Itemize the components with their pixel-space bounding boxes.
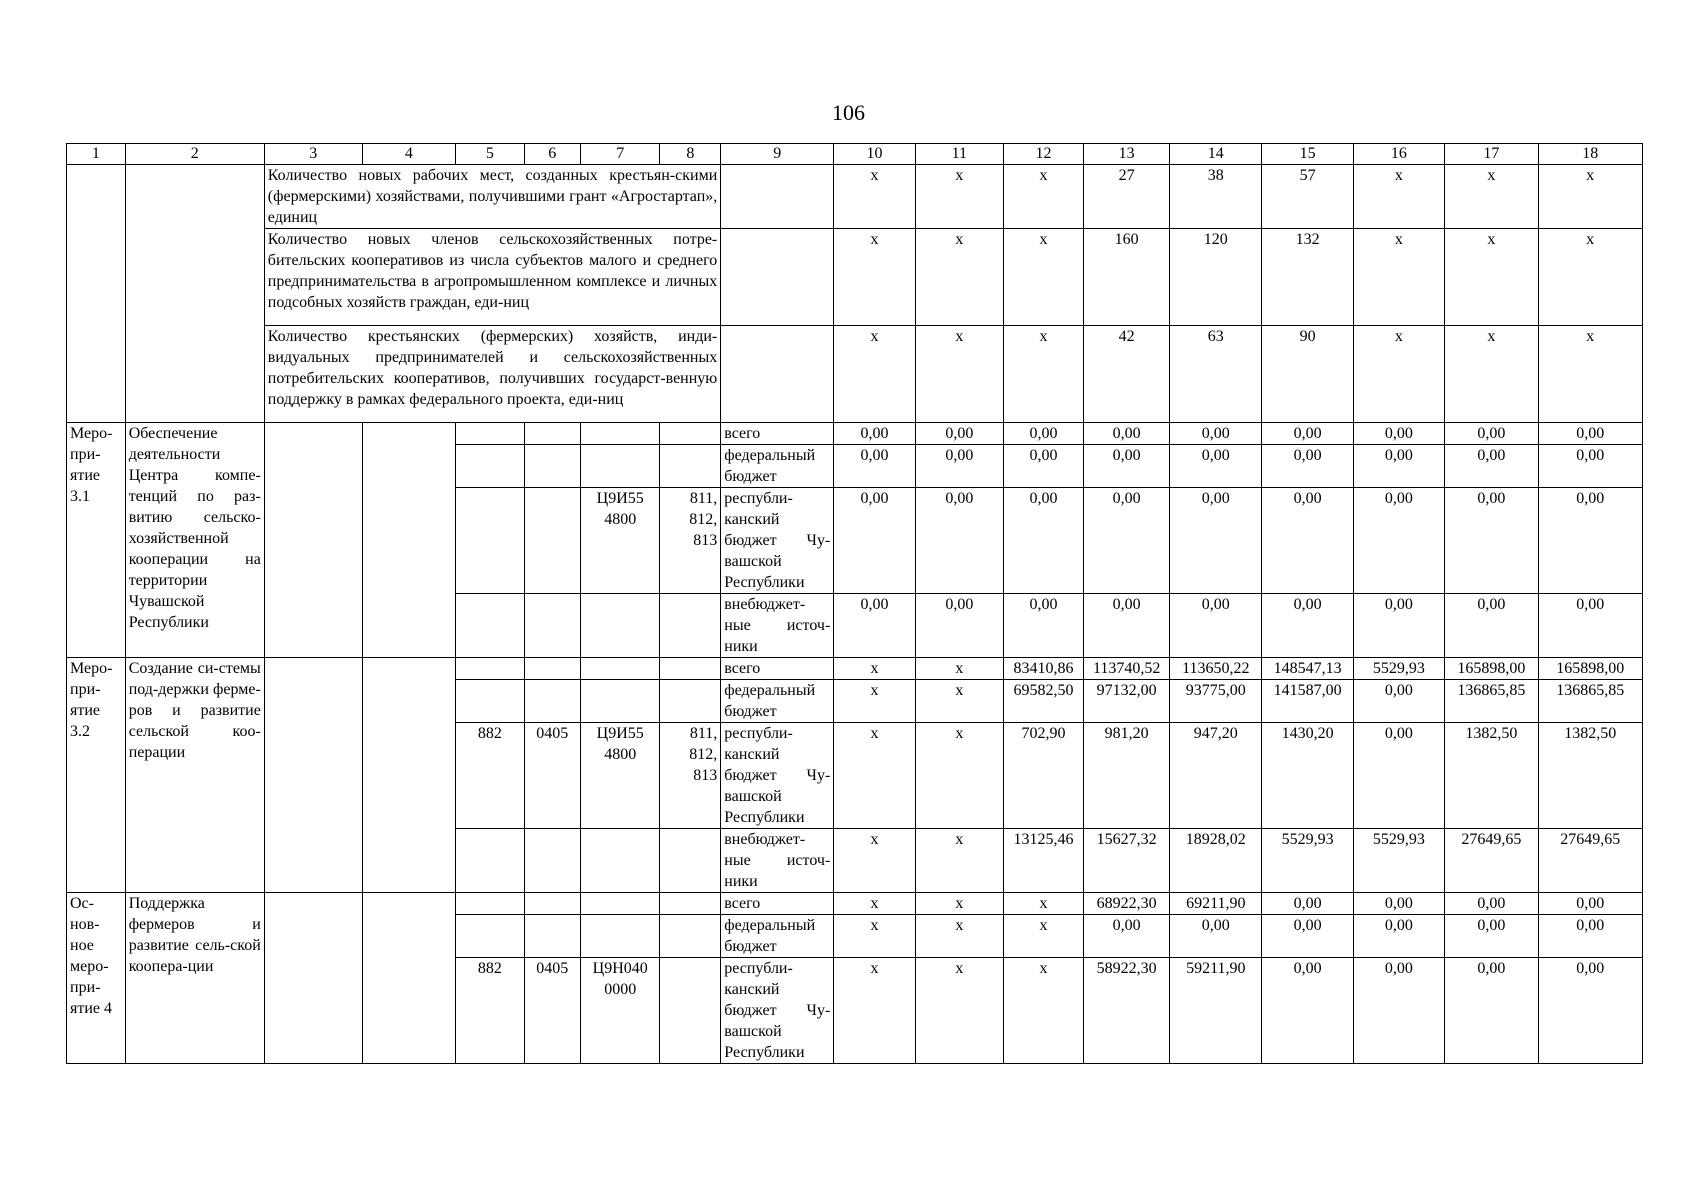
indicator-value: х <box>915 229 1003 326</box>
section-code: 0405 <box>524 723 581 829</box>
budget-value: 0,00 <box>1262 445 1353 488</box>
col-header: 17 <box>1445 144 1538 165</box>
col-header: 12 <box>1003 144 1083 165</box>
budget-value: 68922,30 <box>1084 893 1170 915</box>
budget-value: 165898,00 <box>1538 658 1642 680</box>
budget-value: 0,00 <box>1445 488 1538 594</box>
budget-value: 0,00 <box>1538 488 1642 594</box>
empty-cell <box>264 658 362 893</box>
empty-cell <box>581 829 660 893</box>
budget-value: 0,00 <box>1353 958 1444 1064</box>
empty-cell <box>524 893 581 915</box>
indicator-value: х <box>915 326 1003 423</box>
funding-source: республи-канский бюджет Чу-вашской Республики <box>721 958 834 1064</box>
col-header: 9 <box>721 144 834 165</box>
budget-value: 0,00 <box>915 488 1003 594</box>
empty-cell <box>721 326 834 423</box>
budget-value: 0,00 <box>1084 445 1170 488</box>
col-header: 15 <box>1262 144 1353 165</box>
budget-value: 0,00 <box>1262 958 1353 1064</box>
empty-cell <box>721 229 834 326</box>
budget-value: 0,00 <box>834 423 916 445</box>
section-code <box>524 488 581 594</box>
budget-value: 0,00 <box>834 594 916 658</box>
budget-value: х <box>915 680 1003 723</box>
budget-value: 69211,90 <box>1170 893 1262 915</box>
program-table <box>66 143 1643 1064</box>
budget-value: х <box>915 723 1003 829</box>
funding-source: внебюджет-ные источ-ники <box>721 594 834 658</box>
budget-value: 0,00 <box>1538 915 1642 958</box>
empty-cell <box>524 680 581 723</box>
expense-type-code <box>660 958 721 1064</box>
indicator-value: 63 <box>1170 326 1262 423</box>
empty-cell <box>362 423 455 658</box>
empty-cell <box>660 893 721 915</box>
indicator-value: х <box>1445 326 1538 423</box>
budget-value: 1382,50 <box>1445 723 1538 829</box>
empty-cell <box>660 445 721 488</box>
grbs-code: 882 <box>456 723 524 829</box>
budget-value: 0,00 <box>1353 723 1444 829</box>
budget-value: 5529,93 <box>1353 829 1444 893</box>
indicator-value: х <box>915 165 1003 229</box>
col-header: 10 <box>834 144 916 165</box>
empty-cell <box>524 829 581 893</box>
budget-value: х <box>915 958 1003 1064</box>
budget-value: 0,00 <box>915 423 1003 445</box>
funding-source: всего <box>721 658 834 680</box>
budget-value: 0,00 <box>1538 958 1642 1064</box>
budget-value: 0,00 <box>1262 423 1353 445</box>
budget-value: 0,00 <box>1538 893 1642 915</box>
budget-value: 1430,20 <box>1262 723 1353 829</box>
budget-value: 5529,93 <box>1262 829 1353 893</box>
budget-value: 0,00 <box>1170 423 1262 445</box>
budget-value: 0,00 <box>1003 423 1083 445</box>
budget-value: 0,00 <box>1538 445 1642 488</box>
col-header: 18 <box>1538 144 1642 165</box>
indicator-value: х <box>1003 326 1083 423</box>
indicator-value: х <box>1538 165 1642 229</box>
indicator-value: х <box>1003 165 1083 229</box>
indicator-value: х <box>1445 165 1538 229</box>
budget-value: 0,00 <box>1084 423 1170 445</box>
empty-cell <box>456 445 524 488</box>
budget-value: х <box>834 915 916 958</box>
indicator-value: 42 <box>1084 326 1170 423</box>
budget-value: 0,00 <box>1170 594 1262 658</box>
empty-cell <box>456 915 524 958</box>
budget-value: 18928,02 <box>1170 829 1262 893</box>
budget-value: 0,00 <box>1445 915 1538 958</box>
budget-value: 0,00 <box>1445 594 1538 658</box>
budget-value: 58922,30 <box>1084 958 1170 1064</box>
empty-cell <box>524 915 581 958</box>
budget-value: 0,00 <box>1353 594 1444 658</box>
empty-cell <box>524 423 581 445</box>
budget-value: х <box>915 658 1003 680</box>
budget-value: 113650,22 <box>1170 658 1262 680</box>
activity-status: Меро-при-ятие 3.1 <box>67 423 126 658</box>
budget-value: 93775,00 <box>1170 680 1262 723</box>
col-header: 16 <box>1353 144 1444 165</box>
budget-row <box>67 893 1643 915</box>
empty-cell <box>581 423 660 445</box>
budget-value: 0,00 <box>1170 915 1262 958</box>
budget-value: 0,00 <box>1003 488 1083 594</box>
empty-cell <box>581 594 660 658</box>
budget-value: х <box>834 893 916 915</box>
budget-row <box>67 423 1643 445</box>
empty-cell <box>125 165 264 423</box>
budget-value: 0,00 <box>1538 423 1642 445</box>
budget-value: 0,00 <box>1084 488 1170 594</box>
empty-cell <box>264 423 362 658</box>
budget-value: 83410,86 <box>1003 658 1083 680</box>
budget-value: х <box>834 958 916 1064</box>
funding-source: федеральный бюджет <box>721 445 834 488</box>
empty-cell <box>264 893 362 1064</box>
indicator-value: 160 <box>1084 229 1170 326</box>
empty-cell <box>660 658 721 680</box>
indicator-value: х <box>834 326 916 423</box>
budget-value: 59211,90 <box>1170 958 1262 1064</box>
budget-value: 981,20 <box>1084 723 1170 829</box>
col-header: 13 <box>1084 144 1170 165</box>
budget-value: 0,00 <box>1262 893 1353 915</box>
budget-value: 0,00 <box>1262 488 1353 594</box>
budget-value: 0,00 <box>1353 488 1444 594</box>
budget-value: 165898,00 <box>1445 658 1538 680</box>
col-header: 3 <box>264 144 362 165</box>
indicator-value: 27 <box>1084 165 1170 229</box>
activity-name: Поддержка фермеров и развитие сель-ской коопера-ции <box>125 893 264 1064</box>
col-header: 14 <box>1170 144 1262 165</box>
indicator-value: х <box>1353 165 1444 229</box>
activity-status: Ос-нов-ное меро-при-ятие 4 <box>67 893 126 1064</box>
empty-cell <box>660 680 721 723</box>
activity-status: Меро-при-ятие 3.2 <box>67 658 126 893</box>
col-header: 6 <box>524 144 581 165</box>
activity-name: Обеспечение деятельности Центра компе-тенций по раз-витию сельско-хозяйственной кооперации на территории Чувашской Республики <box>125 423 264 658</box>
budget-value: 0,00 <box>1353 423 1444 445</box>
budget-value: 0,00 <box>1445 893 1538 915</box>
col-header: 7 <box>581 144 660 165</box>
budget-value: 27649,65 <box>1445 829 1538 893</box>
empty-cell <box>524 445 581 488</box>
budget-value: х <box>915 915 1003 958</box>
budget-value: х <box>1003 958 1083 1064</box>
indicator-value: х <box>1003 229 1083 326</box>
empty-cell <box>581 445 660 488</box>
empty-cell <box>581 915 660 958</box>
budget-value: 0,00 <box>1262 915 1353 958</box>
budget-value: 0,00 <box>1262 594 1353 658</box>
budget-value: 947,20 <box>1170 723 1262 829</box>
budget-value: 0,00 <box>834 488 916 594</box>
indicator-row <box>67 326 1643 423</box>
empty-cell <box>456 893 524 915</box>
funding-source: всего <box>721 423 834 445</box>
budget-value: 0,00 <box>1084 594 1170 658</box>
empty-cell <box>456 829 524 893</box>
indicator-text: Количество новых членов сельскохозяйственных потре-бительских кооперативов из числа субъектов малого и среднего предпринимательства в агропромышленном комплексе и личных подсобных хозяйств граждан, еди-ниц <box>264 229 720 326</box>
budget-value: 69582,50 <box>1003 680 1083 723</box>
budget-value: 97132,00 <box>1084 680 1170 723</box>
funding-source: республи-канский бюджет Чу-вашской Республики <box>721 723 834 829</box>
section-code: 0405 <box>524 958 581 1064</box>
empty-cell <box>362 658 455 893</box>
indicator-value: 38 <box>1170 165 1262 229</box>
empty-cell <box>660 423 721 445</box>
target-article-code: Ц9Н040 0000 <box>581 958 660 1064</box>
budget-value: 0,00 <box>1003 594 1083 658</box>
indicator-value: 90 <box>1262 326 1353 423</box>
budget-value: х <box>834 723 916 829</box>
budget-value: х <box>1003 893 1083 915</box>
budget-value: х <box>834 680 916 723</box>
funding-source: республи-канский бюджет Чу-вашской Республики <box>721 488 834 594</box>
col-header: 4 <box>362 144 455 165</box>
indicator-value: х <box>834 229 916 326</box>
indicator-text: Количество крестьянских (фермерских) хозяйств, инди-видуальных предпринимателей и сельскохозяйственных потребительских кооперативов, получивших государст-венную поддержку в рамках федерального проекта, еди-ниц <box>264 326 720 423</box>
col-header: 1 <box>67 144 126 165</box>
indicator-value: 132 <box>1262 229 1353 326</box>
empty-cell <box>456 658 524 680</box>
budget-value: 148547,13 <box>1262 658 1353 680</box>
empty-cell <box>721 165 834 229</box>
budget-value: х <box>834 829 916 893</box>
budget-value: 13125,46 <box>1003 829 1083 893</box>
budget-value: 113740,52 <box>1084 658 1170 680</box>
col-header: 5 <box>456 144 524 165</box>
budget-value: 0,00 <box>1538 594 1642 658</box>
page-number: 106 <box>832 100 865 125</box>
budget-value: х <box>834 658 916 680</box>
indicator-value: 120 <box>1170 229 1262 326</box>
grbs-code <box>456 488 524 594</box>
empty-cell <box>362 893 455 1064</box>
expense-type-code: 811, 812, 813 <box>660 488 721 594</box>
indicator-value: х <box>834 165 916 229</box>
budget-value: 0,00 <box>1003 445 1083 488</box>
indicator-value: х <box>1353 229 1444 326</box>
budget-value: 0,00 <box>834 445 916 488</box>
empty-cell <box>660 829 721 893</box>
empty-cell <box>581 680 660 723</box>
indicator-value: х <box>1538 326 1642 423</box>
empty-cell <box>524 594 581 658</box>
column-number-row <box>67 144 1643 165</box>
empty-cell <box>524 658 581 680</box>
indicator-value: 57 <box>1262 165 1353 229</box>
empty-cell <box>660 915 721 958</box>
budget-value: 0,00 <box>915 445 1003 488</box>
budget-value: 0,00 <box>1353 915 1444 958</box>
budget-value: 0,00 <box>1445 958 1538 1064</box>
budget-value: 0,00 <box>1170 445 1262 488</box>
budget-value: х <box>915 893 1003 915</box>
indicator-value: х <box>1353 326 1444 423</box>
budget-value: х <box>915 829 1003 893</box>
grbs-code: 882 <box>456 958 524 1064</box>
budget-value: 702,90 <box>1003 723 1083 829</box>
col-header: 8 <box>660 144 721 165</box>
budget-value: 0,00 <box>915 594 1003 658</box>
budget-value: х <box>1003 915 1083 958</box>
budget-value: 0,00 <box>1353 680 1444 723</box>
empty-cell <box>456 594 524 658</box>
budget-value: 0,00 <box>1353 445 1444 488</box>
funding-source: федеральный бюджет <box>721 915 834 958</box>
budget-value: 0,00 <box>1170 488 1262 594</box>
empty-cell <box>581 658 660 680</box>
target-article-code: Ц9И55 4800 <box>581 723 660 829</box>
budget-value: 136865,85 <box>1538 680 1642 723</box>
budget-value: 0,00 <box>1353 893 1444 915</box>
budget-value: 141587,00 <box>1262 680 1353 723</box>
budget-value: 136865,85 <box>1445 680 1538 723</box>
indicator-text: Количество новых рабочих мест, созданных крестьян-скими (фермерскими) хозяйствами, получившими грант «Агростартап», единиц <box>264 165 720 229</box>
col-header: 2 <box>125 144 264 165</box>
indicator-row <box>67 229 1643 326</box>
expense-type-code: 811, 812, 813 <box>660 723 721 829</box>
col-header: 11 <box>915 144 1003 165</box>
budget-value: 5529,93 <box>1353 658 1444 680</box>
target-article-code: Ц9И55 4800 <box>581 488 660 594</box>
budget-value: 1382,50 <box>1538 723 1642 829</box>
indicator-value: х <box>1445 229 1538 326</box>
budget-value: 0,00 <box>1445 445 1538 488</box>
indicator-row <box>67 165 1643 229</box>
activity-name: Создание си-стемы под-держки ферме-ров и развитие сельской коо-перации <box>125 658 264 893</box>
funding-source: федеральный бюджет <box>721 680 834 723</box>
empty-cell <box>456 423 524 445</box>
empty-cell <box>660 594 721 658</box>
empty-cell <box>581 893 660 915</box>
funding-source: всего <box>721 893 834 915</box>
budget-value: 27649,65 <box>1538 829 1642 893</box>
empty-cell <box>67 165 126 423</box>
budget-value: 15627,32 <box>1084 829 1170 893</box>
empty-cell <box>456 680 524 723</box>
funding-source: внебюджет-ные источ-ники <box>721 829 834 893</box>
budget-row <box>67 658 1643 680</box>
indicator-value: х <box>1538 229 1642 326</box>
budget-value: 0,00 <box>1084 915 1170 958</box>
budget-value: 0,00 <box>1445 423 1538 445</box>
